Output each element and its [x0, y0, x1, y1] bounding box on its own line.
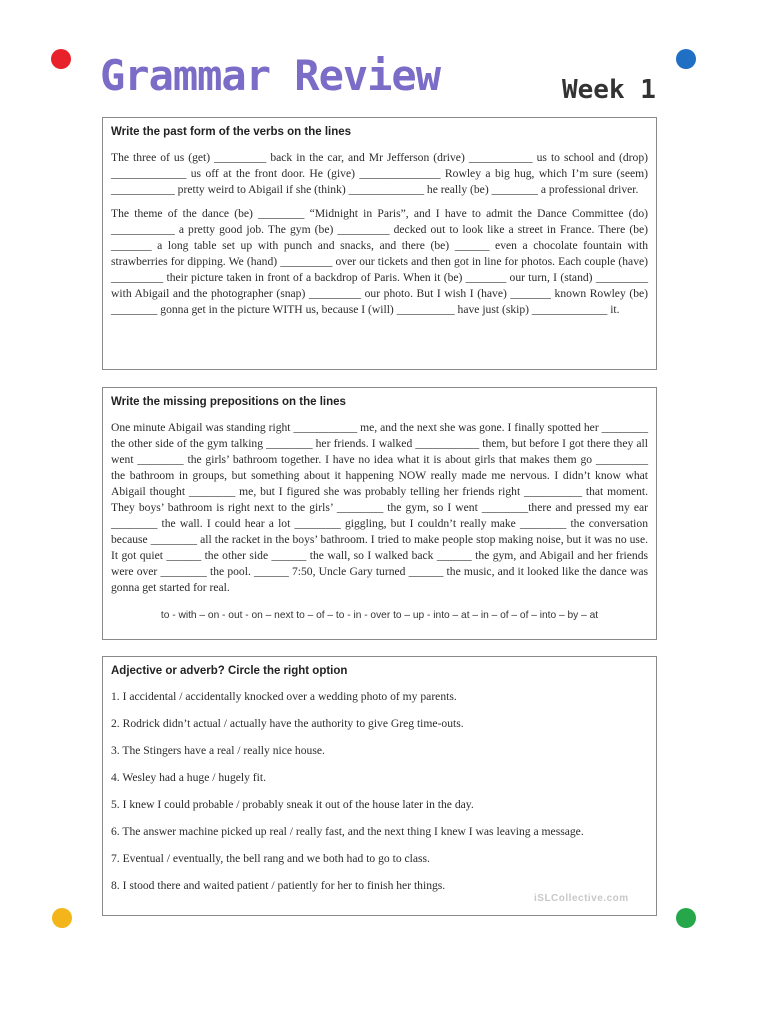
exercise-adjective-adverb	[102, 656, 657, 916]
exercise-item: 5. I knew I could probable / probably sneak it out of the house later in the day.	[111, 798, 474, 811]
exercise-paragraph: The three of us (get) _________ back in the car, and Mr Jefferson (drive) ___________ us to school and (drop) _____________ us off at the front door. He (give) ______________ Rowley a big hug, which I’m sure (seem) ___________ pretty weird to Abigail if she (think) _____________ he really (be) ________ a professional driver.	[111, 151, 648, 196]
exercise-past-form	[102, 117, 657, 370]
word-bank: to - with – on - out - on – next to – of – to - in - over to – up - into – at – in – of – of – into – by – at	[160, 610, 599, 621]
exercise-item: 6. The answer machine picked up real / really fast, and the next thing I knew I was leaving a message.	[111, 825, 584, 838]
watermark: iSLCollective.com	[534, 893, 629, 904]
exercise-item-list	[111, 689, 648, 894]
red-dot-decoration	[51, 49, 71, 69]
exercise-item: 1. I accidental / accidentally knocked over a wedding photo of my parents.	[111, 690, 457, 703]
exercise-paragraph: The theme of the dance (be) ________ “Midnight in Paris”, and I have to admit the Dance Committee (do) ___________ a pretty good job. The gym (be) _________ decked out to look like a street in France. There (be) _______ a long table set up with punch and snacks, and there (be) ______ even a chocolate fountain with strawberries for dipping. We (hand) _________ over our tickets and then got in line for photos. Each couple (have) _________ their picture taken in front of a backdrop of Paris. When it (be) _______ our turn, I (stand) _________ with Abigail and the photographer (snap) _________ our photo. But I wish I (have) _______ known Rowley (be) ________ gonna get in the picture WITH us, because I (will) __________ have just (skip) _____________ it.	[111, 207, 648, 316]
exercise-item: 4. Wesley had a huge / hugely fit.	[111, 771, 267, 784]
exercise-item: 8. I stood there and waited patient / patiently for her to finish her things.	[111, 879, 446, 892]
exercise-item: 2. Rodrick didn’t actual / actually have the authority to give Greg time-outs.	[111, 717, 464, 730]
exercise-paragraph: One minute Abigail was standing right ___________ me, and the next she was gone. I finally spotted her ________ the other side of the gym talking ________ her friends. I walked ___________ them, but before I got there they all went ________ the girls’ bathroom together. I have no idea what it is about girls that makes them go _________ the bathroom in groups, but something about it happening NOW really made me nervous. I didn’t know what Abigail thought ________ me, but I figured she was probably telling her friends right __________ that moment. They boys’ bathroom is right next to the girls’ ________ the gym, so I went ________there and pressed my ear ________ the wall. I could hear a lot ________ giggling, but I couldn’t really make ________ the conversation because ________ all the racket in the boys’ bathroom. I tried to make people stop making noise, but it was no use. It got quiet ______ the other side ______ the wall, so I walked back ______ the gym, and Abigail and her friends were over ________ the pool. ______ 7:50, Uncle Gary turned ______ the music, and it looked like the dance was gonna get started for real.	[111, 421, 648, 594]
week-label: Week 1	[562, 75, 656, 105]
exercise-heading: Adjective or adverb? Circle the right option	[111, 665, 348, 677]
exercise-heading: Write the past form of the verbs on the lines	[111, 126, 352, 138]
page-title: Grammar Review	[100, 51, 441, 100]
exercise-prepositions	[102, 387, 657, 640]
exercise-item: 3. The Stingers have a real / really nice house.	[111, 744, 325, 757]
yellow-dot-decoration	[52, 908, 72, 928]
blue-dot-decoration	[676, 49, 696, 69]
green-dot-decoration	[676, 908, 696, 928]
exercise-heading: Write the missing prepositions on the lines	[111, 396, 346, 408]
exercise-item: 7. Eventual / eventually, the bell rang and we both had to go to class.	[111, 852, 430, 865]
